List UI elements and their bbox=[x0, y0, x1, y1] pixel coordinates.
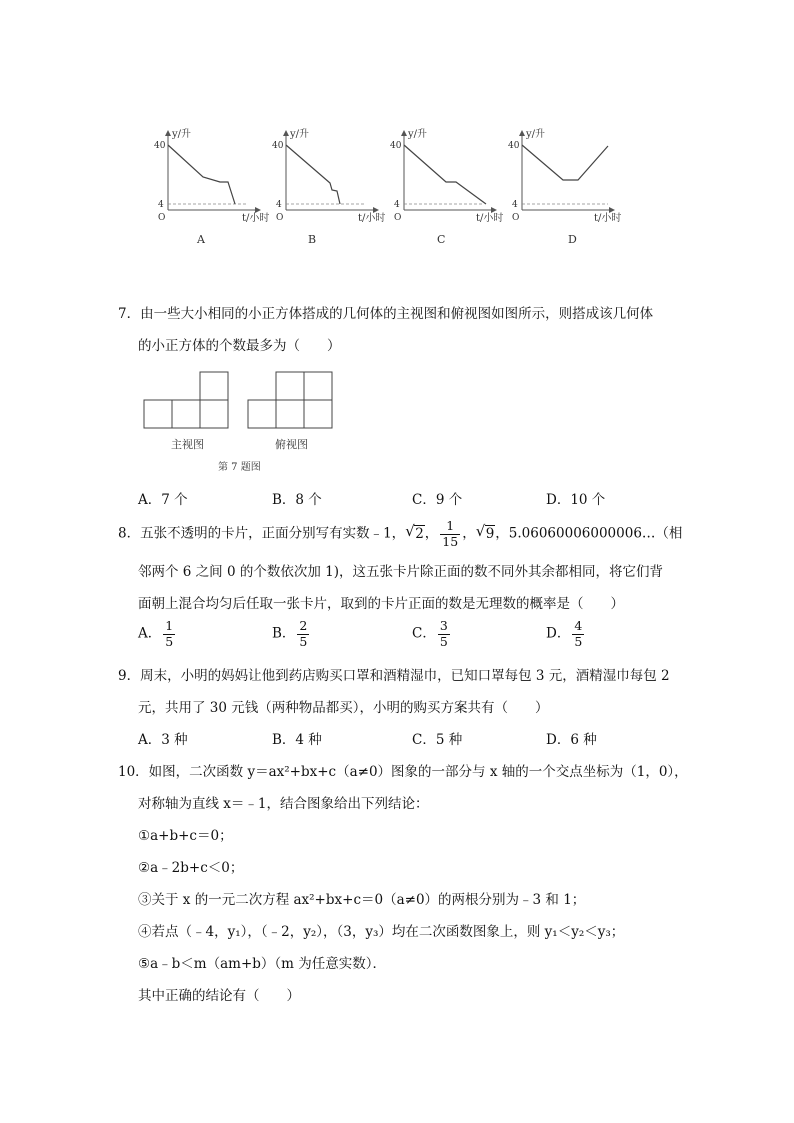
q8-line1: 8．五张不透明的卡片，正面分别写有实数﹣1， √ 2， $\frac{1}{15}$ ， √ 9，5.06060006000006…（相 bbox=[118, 518, 683, 549]
graph-a-origin: O bbox=[158, 213, 166, 223]
q10-line1: 10．如图，二次函数 y＝ax²+bx+c（a≠0）图象的一部分与 x 轴的一个交点坐标为（1，0）， bbox=[118, 764, 688, 780]
sqrt-9: √ 9 bbox=[475, 521, 495, 542]
graph-c-y-top: 40 bbox=[390, 141, 402, 151]
graph-c-x-label: t/小时 bbox=[476, 213, 504, 224]
q9-line2: 元，共用了 30 元钱（两种物品都买），小明的购买方案共有（ ） bbox=[138, 700, 549, 716]
graph-b-caption: B bbox=[308, 233, 317, 246]
sqrt-2: √ 2 bbox=[405, 521, 424, 542]
graph-a bbox=[168, 131, 260, 210]
graph-a-y-top: 40 bbox=[154, 141, 166, 151]
q7-line1: 7．由一些大小相同的小正方体搭成的几何体的主视图和俯视图如图所示，则搭成该几何体 bbox=[118, 306, 654, 322]
q7-option-a: A．7 个 bbox=[138, 492, 188, 508]
graph-d-x-label: t/小时 bbox=[594, 213, 622, 224]
front-view bbox=[144, 372, 228, 428]
graph-c-caption: C bbox=[437, 233, 446, 246]
q10-line2: 对称轴为直线 x＝﹣1，结合图象给出下列结论： bbox=[138, 796, 429, 812]
graph-c-y-low: 4 bbox=[394, 200, 400, 210]
graph-d-y-top: 40 bbox=[508, 141, 520, 151]
q8-option-a: A． $\frac{1}{5}$ bbox=[138, 618, 174, 649]
fraction-1-15: $\frac{1}{15}$ bbox=[442, 518, 459, 549]
graph-c-y-label: y/升 bbox=[408, 129, 428, 140]
graph-c bbox=[404, 131, 496, 210]
q9-option-d: D．6 种 bbox=[546, 732, 597, 748]
graphs-figure bbox=[150, 125, 640, 255]
q9-option-b: B．4 种 bbox=[272, 732, 322, 748]
q8-option-b: B． $\frac{2}{5}$ bbox=[272, 618, 308, 649]
q10-conclusion-2: ②a﹣2b+c＜0； bbox=[138, 860, 244, 876]
graph-b-y-low: 4 bbox=[276, 200, 282, 210]
graph-d-y-low: 4 bbox=[512, 200, 518, 210]
front-view-label: 主视图 bbox=[171, 438, 204, 451]
q10-conclusion-5: ⑤a﹣b＜m（am+b）（m 为任意实数）． bbox=[138, 956, 386, 972]
graph-b-y-label: y/升 bbox=[290, 129, 310, 140]
q8-option-d: D． $\frac{4}{5}$ bbox=[546, 618, 583, 649]
graph-a-y-low: 4 bbox=[158, 200, 164, 210]
q10-conclusion-1: ①a+b+c＝0； bbox=[138, 828, 233, 844]
q10-conclusion-3: ③关于 x 的一元二次方程 ax²+bx+c＝0（a≠0）的两根分别为﹣3 和 1； bbox=[138, 892, 586, 908]
graph-b bbox=[286, 131, 378, 210]
graph-b-x-label: t/小时 bbox=[358, 213, 386, 224]
q9-line1: 9．周末，小明的妈妈让他到药店购买口罩和酒精湿巾，已知口罩每包 3 元，酒精湿巾每包 2 bbox=[118, 668, 670, 684]
q10-conclusion-4: ④若点（﹣4，y₁），（﹣2，y₂），（3，y₃）均在二次函数图象上，则 y₁＜y₂＜y₃； bbox=[138, 924, 625, 940]
graph-a-y-label: y/升 bbox=[172, 129, 192, 140]
q8-line3: 面朝上混合均匀后任取一张卡片，取到的卡片正面的数是无理数的概率是（ ） bbox=[138, 596, 624, 612]
top-view bbox=[248, 372, 332, 428]
graph-a-caption: A bbox=[197, 233, 205, 246]
q7-option-b: B．8 个 bbox=[272, 492, 322, 508]
q7-option-c: C．9 个 bbox=[412, 492, 463, 508]
q7-option-d: D．10 个 bbox=[546, 492, 606, 508]
graph-d-y-label: y/升 bbox=[526, 129, 546, 140]
graph-c-origin: O bbox=[394, 213, 402, 223]
graph-d-caption: D bbox=[568, 233, 577, 246]
q8-prefix: 8．五张不透明的卡片，正面分别写有实数﹣1， bbox=[118, 525, 406, 542]
top-view-label: 俯视图 bbox=[275, 438, 308, 451]
q7-line2: 的小正方体的个数最多为（ ） bbox=[138, 338, 341, 354]
graph-b-y-top: 40 bbox=[272, 141, 284, 151]
graph-a-x-label: t/小时 bbox=[242, 213, 270, 224]
q7-figure-caption: 第 7 题图 bbox=[218, 462, 261, 473]
q10-ask: 其中正确的结论有（ ） bbox=[138, 988, 300, 1004]
q9-option-c: C．5 种 bbox=[412, 732, 463, 748]
q8-line2: 邻两个 6 之间 0 的个数依次加 1)，这五张卡片除正面的数不同外其余都相同，将它们背 bbox=[138, 564, 663, 580]
q9-option-a: A．3 种 bbox=[138, 732, 188, 748]
graph-d bbox=[522, 131, 614, 210]
graph-d-origin: O bbox=[512, 213, 520, 223]
q7-figure bbox=[140, 368, 340, 480]
q8-option-c: C． $\frac{3}{5}$ bbox=[412, 618, 448, 649]
graph-b-origin: O bbox=[276, 213, 284, 223]
q8-decimal: ，5.06060006000006…（相 bbox=[495, 525, 683, 542]
